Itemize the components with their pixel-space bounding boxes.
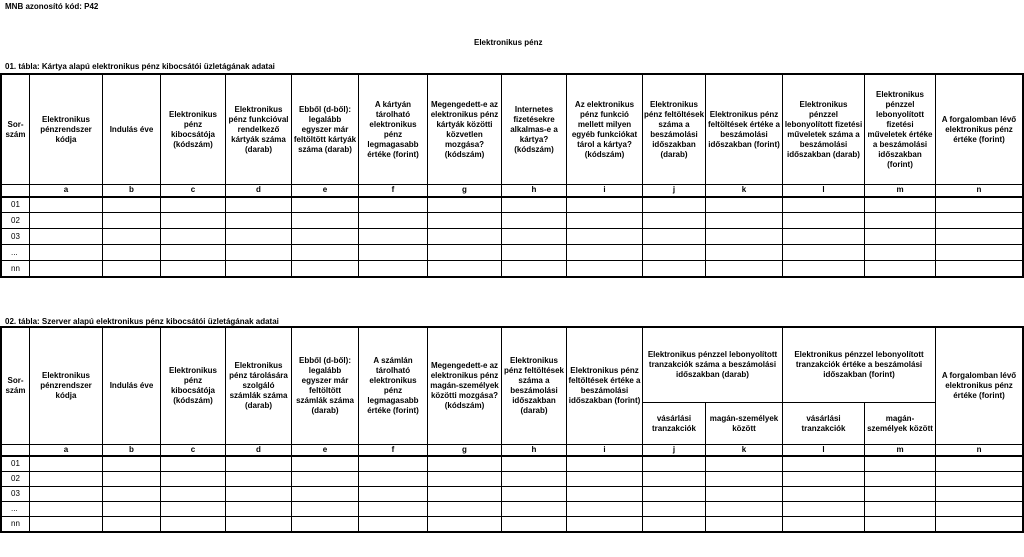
row-number: nn [2, 516, 30, 531]
data-cell[interactable] [103, 501, 161, 516]
letter-cell: b [103, 185, 161, 197]
col-header-c: Elektronikus pénz kibocsátója (kódszám) [161, 75, 226, 185]
data-cell[interactable] [226, 197, 292, 213]
data-cell[interactable] [161, 213, 226, 229]
letter-cell: e [292, 445, 359, 457]
data-cell[interactable] [936, 261, 1023, 277]
data-cell[interactable] [103, 486, 161, 501]
letter-cell: c [161, 445, 226, 457]
group-header-tx-count: Elektronikus pénzzel lebonyolított tranzakciók száma a beszámolási időszakban (darab) [643, 328, 783, 403]
data-cell[interactable] [567, 229, 643, 245]
col-header-l: Elektronikus pénzzel lebonyolított fizetési műveletek száma a beszámolási időszakban (darab) [783, 75, 865, 185]
data-cell[interactable] [359, 456, 428, 471]
table1-header-row [2, 75, 1023, 185]
row-number: 03 [2, 486, 30, 501]
table1-title: 01. tábla: Kártya alapú elektronikus pénz kibocsátói üzletágának adatai [5, 62, 275, 71]
letter-cell: j [643, 185, 706, 197]
col-header-sorszam: Sor- szám [2, 75, 30, 185]
data-cell[interactable] [502, 471, 567, 486]
data-cell[interactable] [292, 456, 359, 471]
letter-cell: e [292, 185, 359, 197]
data-cell[interactable] [706, 516, 783, 531]
mnb-id: MNB azonosító kód: P42 [5, 2, 99, 11]
col-header-d: Elektronikus pénz tárolására szolgáló számlák száma (darab) [226, 328, 292, 445]
data-cell[interactable] [292, 471, 359, 486]
data-cell[interactable] [161, 456, 226, 471]
data-cell[interactable] [865, 501, 936, 516]
data-cell[interactable] [706, 229, 783, 245]
data-cell[interactable] [643, 501, 706, 516]
letter-cell [2, 445, 30, 457]
data-cell[interactable] [292, 501, 359, 516]
letter-cell: h [502, 185, 567, 197]
data-cell[interactable] [30, 197, 103, 213]
data-cell[interactable] [567, 197, 643, 213]
table2-body [2, 456, 1023, 531]
page-title: Elektronikus pénz [474, 38, 543, 47]
data-cell[interactable] [567, 516, 643, 531]
data-cell[interactable] [428, 197, 502, 213]
data-cell[interactable] [783, 213, 865, 229]
sub-header-m: magán-személyek között [865, 403, 936, 445]
data-cell[interactable] [936, 456, 1023, 471]
data-cell[interactable] [502, 197, 567, 213]
data-cell[interactable] [706, 213, 783, 229]
data-cell[interactable] [161, 261, 226, 277]
letter-cell: a [30, 185, 103, 197]
col-header-c: Elektronikus pénz kibocsátója (kódszám) [161, 328, 226, 445]
data-cell[interactable] [292, 197, 359, 213]
data-cell[interactable] [865, 245, 936, 261]
data-cell[interactable] [30, 229, 103, 245]
data-cell[interactable] [936, 245, 1023, 261]
data-cell[interactable] [567, 486, 643, 501]
table-row [2, 516, 1023, 531]
data-cell[interactable] [359, 213, 428, 229]
data-cell[interactable] [567, 456, 643, 471]
data-cell[interactable] [865, 229, 936, 245]
data-cell[interactable] [936, 213, 1023, 229]
data-cell[interactable] [359, 486, 428, 501]
data-cell[interactable] [865, 516, 936, 531]
table-row [2, 213, 1023, 229]
data-cell[interactable] [292, 261, 359, 277]
table-row [2, 501, 1023, 516]
data-cell[interactable] [161, 197, 226, 213]
data-cell[interactable] [428, 261, 502, 277]
data-cell[interactable] [936, 471, 1023, 486]
table-row [2, 245, 1023, 261]
data-cell[interactable] [502, 456, 567, 471]
col-header-g: Megengedett-e az elektronikus pénz magán-személyek közötti mozgása? (kódszám) [428, 328, 502, 445]
letter-cell: g [428, 185, 502, 197]
data-cell[interactable] [706, 197, 783, 213]
letter-cell: f [359, 445, 428, 457]
col-header-h: Internetes fizetésekre alkalmas-e a kártya? (kódszám) [502, 75, 567, 185]
letter-cell: k [706, 185, 783, 197]
data-cell[interactable] [30, 501, 103, 516]
col-header-n: A forgalomban lévő elektronikus pénz értéke (forint) [936, 328, 1023, 445]
letter-cell: j [643, 445, 706, 457]
data-cell[interactable] [567, 471, 643, 486]
data-cell[interactable] [359, 229, 428, 245]
data-cell[interactable] [428, 229, 502, 245]
col-header-i: Az elektronikus pénz funkció mellett milyen egyéb funkciókat tárol a kártya? (kódszám) [567, 75, 643, 185]
data-cell[interactable] [783, 501, 865, 516]
data-cell[interactable] [30, 261, 103, 277]
data-cell[interactable] [428, 471, 502, 486]
row-number: 01 [2, 456, 30, 471]
data-cell[interactable] [865, 197, 936, 213]
letter-cell: c [161, 185, 226, 197]
col-header-b: Indulás éve [103, 328, 161, 445]
table-row [2, 197, 1023, 213]
data-cell[interactable] [567, 261, 643, 277]
col-header-k: Elektronikus pénz feltöltések értéke a beszámolási időszakban (forint) [706, 75, 783, 185]
data-cell[interactable] [502, 486, 567, 501]
data-cell[interactable] [643, 229, 706, 245]
data-cell[interactable] [783, 197, 865, 213]
data-cell[interactable] [359, 261, 428, 277]
sub-header-k: magán-személyek között [706, 403, 783, 445]
group-header-tx-value: Elektronikus pénzzel lebonyolított tranzakciók értéke a beszámolási időszakban (forint) [783, 328, 936, 403]
row-number: 02 [2, 471, 30, 486]
data-cell[interactable] [359, 197, 428, 213]
data-cell[interactable] [706, 501, 783, 516]
col-header-j: Elektronikus pénz feltöltések száma a beszámolási időszakban (darab) [643, 75, 706, 185]
data-cell[interactable] [706, 486, 783, 501]
data-cell[interactable] [502, 213, 567, 229]
data-cell[interactable] [103, 261, 161, 277]
data-cell[interactable] [502, 229, 567, 245]
letter-cell: n [936, 185, 1023, 197]
letter-cell: m [865, 185, 936, 197]
data-cell[interactable] [359, 516, 428, 531]
table1 [1, 74, 1023, 277]
letter-cell: i [567, 185, 643, 197]
data-cell[interactable] [783, 486, 865, 501]
row-number: ... [2, 245, 30, 261]
letter-cell: l [783, 185, 865, 197]
data-cell[interactable] [226, 229, 292, 245]
data-cell[interactable] [226, 213, 292, 229]
col-header-i: Elektronikus pénz feltöltések értéke a beszámolási időszakban (forint) [567, 328, 643, 445]
letter-cell: h [502, 445, 567, 457]
data-cell[interactable] [643, 197, 706, 213]
data-cell[interactable] [226, 501, 292, 516]
col-header-f: A számlán tárolható elektronikus pénz legmagasabb értéke (forint) [359, 328, 428, 445]
data-cell[interactable] [161, 516, 226, 531]
row-number: 02 [2, 213, 30, 229]
data-cell[interactable] [783, 229, 865, 245]
data-cell[interactable] [428, 456, 502, 471]
data-cell[interactable] [428, 501, 502, 516]
data-cell[interactable] [30, 471, 103, 486]
table2-header-row [2, 328, 1023, 403]
data-cell[interactable] [502, 261, 567, 277]
data-cell[interactable] [936, 501, 1023, 516]
data-cell[interactable] [292, 245, 359, 261]
data-cell[interactable] [292, 213, 359, 229]
data-cell[interactable] [865, 213, 936, 229]
data-cell[interactable] [226, 516, 292, 531]
data-cell[interactable] [502, 501, 567, 516]
data-cell[interactable] [226, 486, 292, 501]
letter-cell: d [226, 445, 292, 457]
sub-header-j: vásárlási tranzakciók [643, 403, 706, 445]
data-cell[interactable] [643, 471, 706, 486]
table2-title: 02. tábla: Szerver alapú elektronikus pénz kibocsátói üzletágának adatai [5, 317, 279, 326]
data-cell[interactable] [783, 471, 865, 486]
data-cell[interactable] [161, 245, 226, 261]
data-cell[interactable] [161, 486, 226, 501]
data-cell[interactable] [936, 197, 1023, 213]
data-cell[interactable] [103, 471, 161, 486]
col-header-h: Elektronikus pénz feltöltések száma a beszámolási időszakban (darab) [502, 328, 567, 445]
data-cell[interactable] [643, 456, 706, 471]
data-cell[interactable] [226, 471, 292, 486]
data-cell[interactable] [103, 516, 161, 531]
data-cell[interactable] [783, 261, 865, 277]
sub-header-l: vásárlási tranzakciók [783, 403, 865, 445]
letter-cell: l [783, 445, 865, 457]
data-cell[interactable] [359, 471, 428, 486]
col-header-m: Elektronikus pénzzel lebonyolított fizetési műveletek értéke a beszámolási időszakban (forint) [865, 75, 936, 185]
col-header-e: Ebből (d-ből): legalább egyszer már feltöltött kártyák száma (darab) [292, 75, 359, 185]
letter-cell: d [226, 185, 292, 197]
letter-cell: i [567, 445, 643, 457]
data-cell[interactable] [783, 245, 865, 261]
data-cell[interactable] [706, 471, 783, 486]
table-row [2, 486, 1023, 501]
row-number: 03 [2, 229, 30, 245]
data-cell[interactable] [936, 516, 1023, 531]
letter-cell: g [428, 445, 502, 457]
row-number: ... [2, 501, 30, 516]
letter-cell: m [865, 445, 936, 457]
letter-cell: f [359, 185, 428, 197]
letter-cell: b [103, 445, 161, 457]
data-cell[interactable] [226, 456, 292, 471]
data-cell[interactable] [865, 471, 936, 486]
data-cell[interactable] [30, 245, 103, 261]
data-cell[interactable] [103, 456, 161, 471]
data-cell[interactable] [783, 456, 865, 471]
data-cell[interactable] [292, 229, 359, 245]
table2 [1, 327, 1023, 532]
letter-cell: k [706, 445, 783, 457]
data-cell[interactable] [706, 456, 783, 471]
data-cell[interactable] [103, 213, 161, 229]
data-cell[interactable] [428, 245, 502, 261]
col-header-f: A kártyán tárolható elektronikus pénz legmagasabb értéke (forint) [359, 75, 428, 185]
data-cell[interactable] [103, 229, 161, 245]
col-header-g: Megengedett-e az elektronikus pénz kártyák közötti közvetlen mozgása? (kódszám) [428, 75, 502, 185]
data-cell[interactable] [161, 229, 226, 245]
data-cell[interactable] [567, 213, 643, 229]
row-number: nn [2, 261, 30, 277]
data-cell[interactable] [30, 486, 103, 501]
data-cell[interactable] [103, 197, 161, 213]
data-cell[interactable] [226, 261, 292, 277]
data-cell[interactable] [865, 456, 936, 471]
data-cell[interactable] [428, 213, 502, 229]
col-header-a: Elektronikus pénzrendszer kódja [30, 328, 103, 445]
data-cell[interactable] [428, 516, 502, 531]
data-cell[interactable] [161, 501, 226, 516]
data-cell[interactable] [428, 486, 502, 501]
data-cell[interactable] [567, 245, 643, 261]
letter-cell: a [30, 445, 103, 457]
data-cell[interactable] [706, 261, 783, 277]
data-cell[interactable] [643, 245, 706, 261]
col-header-sorszam: Sor- szám [2, 328, 30, 445]
data-cell[interactable] [936, 229, 1023, 245]
data-cell[interactable] [502, 516, 567, 531]
data-cell[interactable] [292, 516, 359, 531]
data-cell[interactable] [30, 456, 103, 471]
data-cell[interactable] [936, 486, 1023, 501]
data-cell[interactable] [783, 516, 865, 531]
row-number: 01 [2, 197, 30, 213]
data-cell[interactable] [103, 245, 161, 261]
col-header-e: Ebből (d-ből): legalább egyszer már feltöltött számlák száma (darab) [292, 328, 359, 445]
table1-letter-row [2, 185, 1023, 197]
table-row [2, 456, 1023, 471]
data-cell[interactable] [292, 486, 359, 501]
data-cell[interactable] [643, 213, 706, 229]
data-cell[interactable] [643, 261, 706, 277]
data-cell[interactable] [359, 245, 428, 261]
letter-cell: n [936, 445, 1023, 457]
data-cell[interactable] [567, 501, 643, 516]
table1-body [2, 197, 1023, 277]
data-cell[interactable] [706, 245, 783, 261]
data-cell[interactable] [865, 486, 936, 501]
data-cell[interactable] [865, 261, 936, 277]
table2-letter-row [2, 445, 1023, 457]
data-cell[interactable] [502, 245, 567, 261]
col-header-b: Indulás éve [103, 75, 161, 185]
data-cell[interactable] [643, 516, 706, 531]
col-header-d: Elektronikus pénz funkcióval rendelkező kártyák száma (darab) [226, 75, 292, 185]
table-row [2, 471, 1023, 486]
data-cell[interactable] [226, 245, 292, 261]
col-header-n: A forgalomban lévő elektronikus pénz értéke (forint) [936, 75, 1023, 185]
data-cell[interactable] [161, 471, 226, 486]
data-cell[interactable] [30, 516, 103, 531]
data-cell[interactable] [359, 501, 428, 516]
data-cell[interactable] [30, 213, 103, 229]
data-cell[interactable] [643, 486, 706, 501]
letter-cell [2, 185, 30, 197]
table-row [2, 261, 1023, 277]
col-header-a: Elektronikus pénzrendszer kódja [30, 75, 103, 185]
table-row [2, 229, 1023, 245]
